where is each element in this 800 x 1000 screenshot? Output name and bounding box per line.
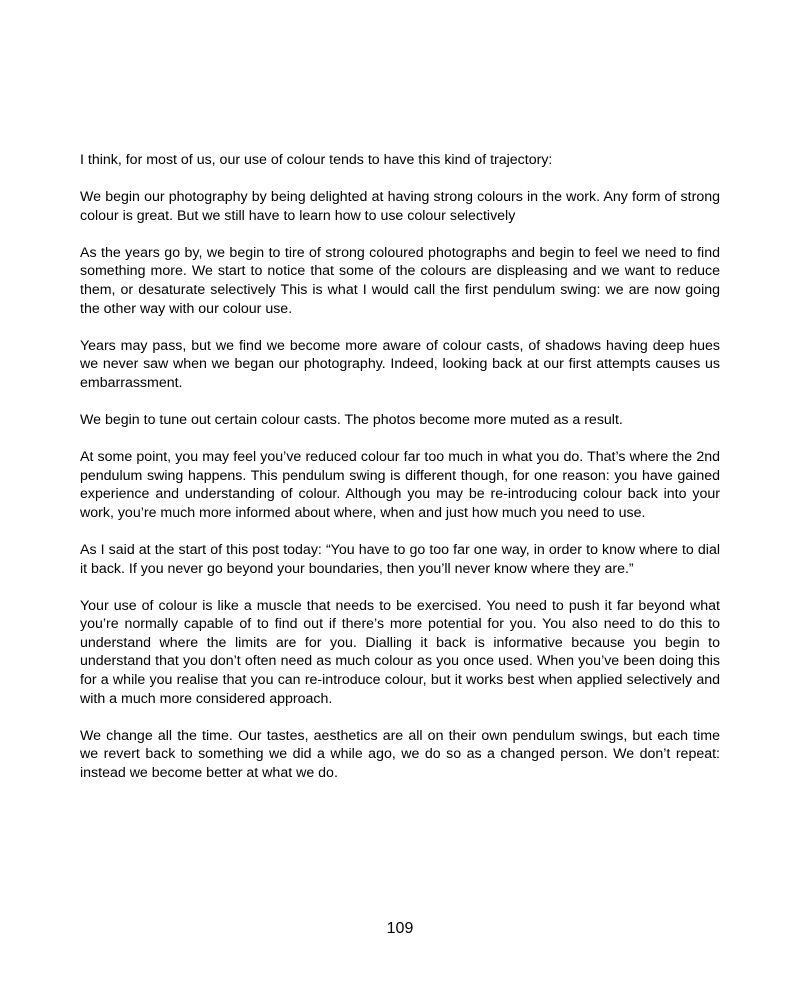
paragraph-2: We begin our photography by being delighted at having strong colours in the work. Any form of strong colour is great. But we still have to learn how to use colour selectively <box>80 189 720 224</box>
paragraph-6: At some point, you may feel you’ve reduced colour far too much in what you do. That’s where the 2nd pendulum swing happens. This pendulum swing is different though, for one reason: you have gained experience and understanding of colour. Although you may be re-introducing colour back into your work, you’re much more informed about where, when and just how much you need to use. <box>80 449 720 521</box>
page-number: 109 <box>386 920 414 937</box>
paragraph-3: As the years go by, we begin to tire of strong coloured photographs and begin to feel we need to find something more. We start to notice that some of the colours are displeasing and we want to reduce them, or desaturate selectively This is what I would call the first pendulum swing: we are now going the other way with our colour use. <box>80 244 720 317</box>
page-body <box>80 151 720 801</box>
paragraph-4: Years may pass, but we find we become more aware of colour casts, of shadows having deep hues we never saw when we began our photography. Indeed, looking back at our first attempts causes us embarrassment. <box>80 337 720 391</box>
paragraph-8: Your use of colour is like a muscle that needs to be exercised. You need to push it far beyond what you’re normally capable of to find out if there’s more potential for you. You also need to do this to understand where the limits are for you. Dialling it back is informative because you begin to understand that you don’t often need as much colour as you once used. When you’ve been doing this for a while you realise that you can re-introduce colour, but it works best when applied selectively and with a much more considered approach. <box>80 597 720 707</box>
paragraph-7: As I said at the start of this post today: “You have to go too far one way, in order to know where to dial it back. If you never go beyond your boundaries, then you’ll never know where they are.” <box>80 541 720 577</box>
paragraph-5: We begin to tune out certain colour casts. The photos become more muted as a result. <box>80 411 623 428</box>
paragraph-9: We change all the time. Our tastes, aesthetics are all on their own pendulum swings, but each time we revert back to something we did a while ago, we do so as a changed person. We don’t repeat: instead we become better at what we do. <box>80 727 720 781</box>
paragraph-1: I think, for most of us, our use of colour tends to have this kind of trajectory: <box>80 152 553 168</box>
